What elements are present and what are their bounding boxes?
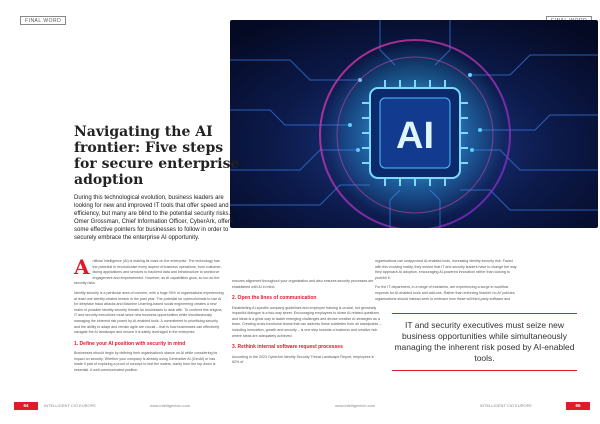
subheading-2: 2. Open the lines of communication xyxy=(232,295,317,302)
article-intro: During this technological evolution, business leaders are looking for new and improved IT tools that offer speed and efficiency, but many are blind to the potential security risks. Omer Grossman, Chief Information Officer, CyberArk, offers some effective pointers for businesses to follow in order to securely embrace the enterprise AI opportunity. xyxy=(74,195,233,241)
footer-url-right: www.intelligentcio.com xyxy=(335,403,376,408)
hero-image-ai-chip xyxy=(230,20,598,228)
pull-quote: IT and security executives must seize new business opportunities while simultaneously managing the inherent risk posed by AI-enabled tools. xyxy=(394,320,575,363)
col3-paragraph-1: organisations use unapproved AI-enabled tools, increasing identity security risk. Faced with this evolving reality, they ensure that IT and security leaders have to change the way they approach AI adoption, encouraging AI-powered innovation rather than looking to prohibit it. xyxy=(375,259,517,280)
section-tag-left: FINAL WORD xyxy=(20,16,66,25)
col1-paragraph-3: Businesses should begin by defining their organisation's stance on AI while considering its impact on security. Whether your company is already using Generative AI (GenAI) or has made it part of exploring a proof of concept to test the waters, clarity from the top down is essential. A well-communicated position xyxy=(74,351,218,372)
footer-magazine-right: INTELLIGENT CIO EUROPE xyxy=(480,403,532,408)
pull-quote-rule-bottom xyxy=(392,370,577,371)
col2-paragraph-3: According to the 2023 CyberArk Identity Security Threat Landscape Report, employees in 62% of xyxy=(232,354,375,365)
hero-ai-text: AI xyxy=(396,115,434,157)
col3-paragraph-2: For the IT department, in a range of industries, are experiencing a surge in workflow requests for AI-enabled tools and add-ons. Rather than enforcing blanket 'no AI' policies, organisations should instead seek to embrace how these will third-party software and xyxy=(375,285,516,301)
body-column-3 xyxy=(375,259,520,306)
col2-paragraph-2: Establishing AI-specific company guidelines and employee training is crucial, but genuinely impactful dialogue is a two-way street. Encouraging employees to share AI-related questions and ideas is a great way to tackle emerging challenges and devise creative AI strategies as a team. Creating cross-functional teams that can address these subtleties from all standpoints – including innovation, growth and security – is one step towards a business and creative hub where ideas are adequately achieved. xyxy=(232,305,382,338)
col2-paragraph-1: ensures alignment throughout your organisation and also ensures security processes are established with AI in mind. xyxy=(232,279,374,289)
footer-url-left: www.intelligentcio.com xyxy=(150,403,191,408)
page-number-right: 65 xyxy=(566,402,590,410)
col1-paragraph-1: rtificial Intelligence (AI) is making its mark on the enterprise. The technology has the potential to revolutionise every aspect of business operations, from customer-facing applications and services to backend data and infrastructure to workforce engagement and empowerment. However, as AI capabilities grow, so too do the security risks. xyxy=(74,259,222,286)
body-column-2 xyxy=(232,279,382,370)
pull-quote-rule-top xyxy=(392,313,577,314)
subheading-3: 3. Rethink internal software request processes xyxy=(232,344,343,351)
article-title: Navigating the AI frontier: Five steps for secure enterprise adoption xyxy=(74,124,240,188)
footer-magazine-left: INTELLIGENT CIO EUROPE xyxy=(44,403,96,408)
body-column-1 xyxy=(74,255,224,378)
subheading-1: 1. Define your AI position with security in mind xyxy=(74,340,186,347)
drop-cap: A xyxy=(74,255,90,279)
page-number-left: 64 xyxy=(14,402,38,410)
col1-paragraph-2: Identity security is a particular area of concern, with a huge 93% of organisations experiencing at least one identity-related breach in the past year. The potential for cybercriminals to use AI for deepfake fraud attacks and Machine Learning-based social engineering creates a new realm of possible identity security threats for businesses to deal with. To confront this enigma, IT and security executives must seize new business opportunities while simultaneously managing the inherent risk posed by AI-enabled tools. A commitment to prioritising security and the ability to adapt and remain agile are crucial – that is how businesses can effectively navigate the AI landscape and ensure it is safely leveraged in the enterprise. xyxy=(74,290,224,335)
